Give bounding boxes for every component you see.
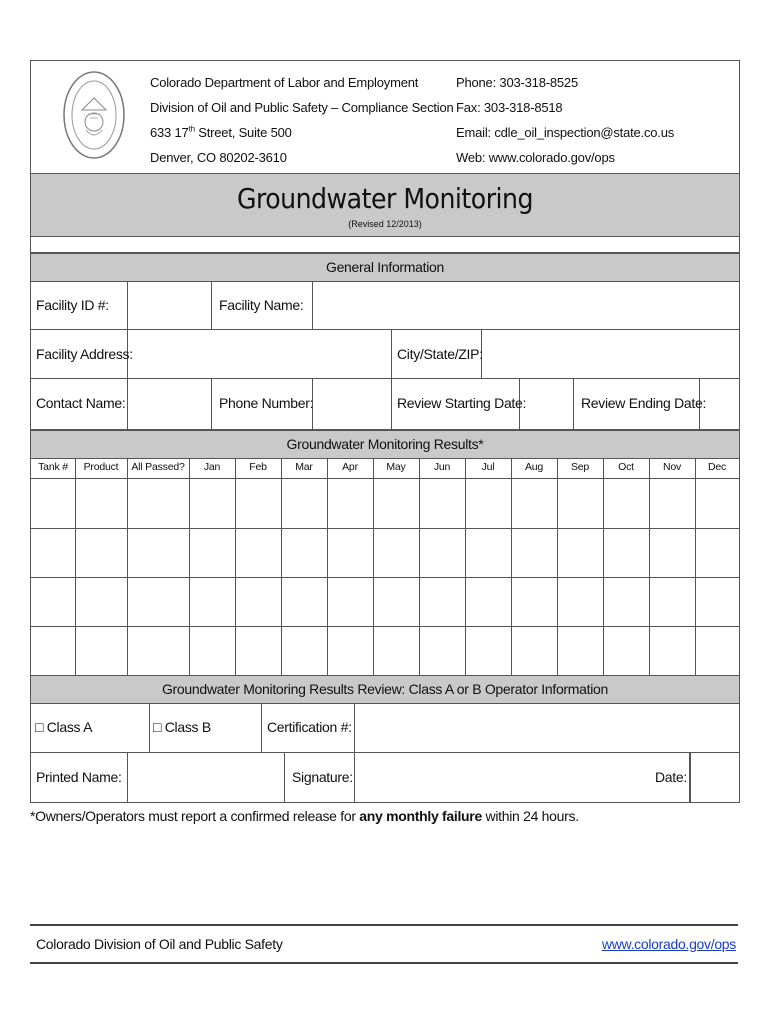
footer-rule-top <box>30 924 738 926</box>
results-cell[interactable] <box>189 626 235 675</box>
review-end-label: Review Ending Date: <box>581 395 707 411</box>
results-cell[interactable] <box>235 626 281 675</box>
revision-note: (Revised 12/2013) <box>348 219 422 229</box>
facility-id-label: Facility ID #: <box>36 297 109 313</box>
city-state-zip-field[interactable] <box>482 330 739 378</box>
facility-id-field[interactable] <box>127 281 212 329</box>
street-line: 633 17th Street, Suite 500 <box>150 124 292 140</box>
results-cell[interactable] <box>235 577 281 626</box>
results-cell[interactable] <box>649 479 695 528</box>
address-row <box>30 330 740 379</box>
contact-block <box>456 70 674 170</box>
results-cell[interactable] <box>511 479 557 528</box>
results-cell[interactable] <box>419 528 465 577</box>
results-cell[interactable] <box>31 479 75 528</box>
date-label: Date: <box>655 769 687 785</box>
results-cell[interactable] <box>649 577 695 626</box>
department-line: Colorado Department of Labor and Employment <box>150 75 419 90</box>
results-cell[interactable] <box>511 626 557 675</box>
footer-rule-bottom <box>30 962 738 964</box>
column-header-feb: Feb <box>249 461 267 473</box>
contact-row <box>30 379 740 430</box>
column-header-all-passed: All Passed? <box>131 461 185 473</box>
column-header-may: May <box>386 461 406 473</box>
class-row <box>30 703 740 753</box>
results-cell[interactable] <box>327 626 373 675</box>
results-cell[interactable] <box>695 528 739 577</box>
results-cell[interactable] <box>327 479 373 528</box>
printed-name-field[interactable] <box>127 753 285 802</box>
contact-name-label: Contact Name: <box>36 395 126 411</box>
city-state-zip-label: City/State/ZIP: <box>397 346 483 362</box>
results-cell[interactable] <box>281 528 327 577</box>
results-cell[interactable] <box>127 479 189 528</box>
column-header-jun: Jun <box>433 461 451 473</box>
facility-name-field[interactable] <box>313 281 739 329</box>
printed-name-label: Printed Name: <box>36 769 122 785</box>
results-cell[interactable] <box>695 577 739 626</box>
results-cell[interactable] <box>465 626 511 675</box>
results-cell[interactable] <box>189 577 235 626</box>
results-cell[interactable] <box>235 528 281 577</box>
address-block <box>150 70 454 170</box>
facility-address-label: Facility Address: <box>36 346 133 362</box>
results-cell[interactable] <box>373 479 419 528</box>
results-cell[interactable] <box>327 528 373 577</box>
review-start-field[interactable] <box>519 379 574 429</box>
results-cell[interactable] <box>603 479 649 528</box>
results-cell[interactable] <box>557 577 603 626</box>
signature-label: Signature: <box>292 769 353 785</box>
facility-row <box>30 281 740 330</box>
fax-line: Fax: 303-318-8518 <box>456 100 563 115</box>
results-cell[interactable] <box>419 626 465 675</box>
results-cell[interactable] <box>373 577 419 626</box>
results-cell[interactable] <box>31 626 75 675</box>
footer-link[interactable]: www.colorado.gov/ops <box>601 936 736 952</box>
general-info-heading: General Information <box>30 253 740 282</box>
results-cell[interactable] <box>603 626 649 675</box>
results-cell[interactable] <box>465 479 511 528</box>
results-cell[interactable] <box>603 577 649 626</box>
results-grid <box>30 479 740 676</box>
city-line: Denver, CO 80202-3610 <box>150 150 287 165</box>
review-start-label: Review Starting Date: <box>397 395 527 411</box>
column-header-product: Product <box>83 461 119 473</box>
results-cell[interactable] <box>281 577 327 626</box>
column-header-mar: Mar <box>295 461 313 473</box>
results-cell[interactable] <box>419 479 465 528</box>
results-cell[interactable] <box>603 528 649 577</box>
results-cell[interactable] <box>465 528 511 577</box>
results-cell[interactable] <box>75 479 127 528</box>
results-cell[interactable] <box>511 528 557 577</box>
results-cell[interactable] <box>373 528 419 577</box>
page-title: Groundwater Monitoring <box>236 182 534 215</box>
results-cell[interactable] <box>281 479 327 528</box>
results-cell[interactable] <box>557 479 603 528</box>
results-cell[interactable] <box>189 528 235 577</box>
results-cell[interactable] <box>695 626 739 675</box>
results-cell[interactable] <box>649 528 695 577</box>
class-b-checkbox[interactable]: □ Class B <box>153 719 211 735</box>
column-header-sep: Sep <box>570 461 590 473</box>
email-line: Email: cdle_oil_inspection@state.co.us <box>456 125 675 140</box>
certification-label: Certification #: <box>267 719 352 735</box>
results-cell[interactable] <box>281 626 327 675</box>
results-heading: Groundwater Monitoring Results* <box>30 430 740 459</box>
column-header-tank: Tank # <box>38 461 68 473</box>
results-column-header <box>30 458 740 479</box>
column-header-aug: Aug <box>524 461 544 473</box>
results-cell[interactable] <box>127 626 189 675</box>
results-cell[interactable] <box>557 626 603 675</box>
results-cell[interactable] <box>75 528 127 577</box>
results-cell[interactable] <box>373 626 419 675</box>
phone-number-field[interactable] <box>312 379 392 429</box>
web-line: Web: www.colorado.gov/ops <box>456 150 615 165</box>
class-a-checkbox[interactable]: □ Class A <box>35 719 93 735</box>
title-bar <box>30 173 740 237</box>
results-cell[interactable] <box>127 528 189 577</box>
date-field[interactable] <box>690 753 739 802</box>
signature-field[interactable] <box>354 753 690 802</box>
division-line: Division of Oil and Public Safety – Compliance Section <box>150 100 454 115</box>
results-cell[interactable] <box>327 577 373 626</box>
results-cell[interactable] <box>31 577 75 626</box>
results-cell[interactable] <box>235 479 281 528</box>
footnote: *Owners/Operators must report a confirmed release for any monthly failure within 24 hours. <box>30 808 579 824</box>
column-header-apr: Apr <box>342 461 358 473</box>
results-cell[interactable] <box>75 577 127 626</box>
state-seal-icon <box>62 70 126 160</box>
column-header-oct: Oct <box>618 461 634 473</box>
results-cell[interactable] <box>649 626 695 675</box>
phone-number-label: Phone Number: <box>219 395 314 411</box>
results-cell[interactable] <box>31 528 75 577</box>
column-header-nov: Nov <box>662 461 682 473</box>
certification-field[interactable] <box>355 703 739 752</box>
results-cell[interactable] <box>419 577 465 626</box>
facility-address-field[interactable] <box>127 330 392 378</box>
review-heading: Groundwater Monitoring Results Review: Class A or B Operator Information <box>30 675 740 704</box>
phone-line: Phone: 303-318-8525 <box>456 75 578 90</box>
results-cell[interactable] <box>511 577 557 626</box>
review-end-field[interactable] <box>700 379 739 429</box>
results-cell[interactable] <box>465 577 511 626</box>
column-header-jul: Jul <box>481 461 495 473</box>
facility-name-label: Facility Name: <box>219 297 304 313</box>
signature-row <box>30 753 740 803</box>
results-cell[interactable] <box>75 626 127 675</box>
results-cell[interactable] <box>189 479 235 528</box>
footer-org: Colorado Division of Oil and Public Safety <box>36 936 283 952</box>
results-cell[interactable] <box>695 479 739 528</box>
contact-name-field[interactable] <box>127 379 212 429</box>
column-header-jan: Jan <box>203 461 221 473</box>
column-header-dec: Dec <box>707 461 727 473</box>
spacer-row <box>30 236 740 253</box>
results-cell[interactable] <box>557 528 603 577</box>
results-cell[interactable] <box>127 577 189 626</box>
